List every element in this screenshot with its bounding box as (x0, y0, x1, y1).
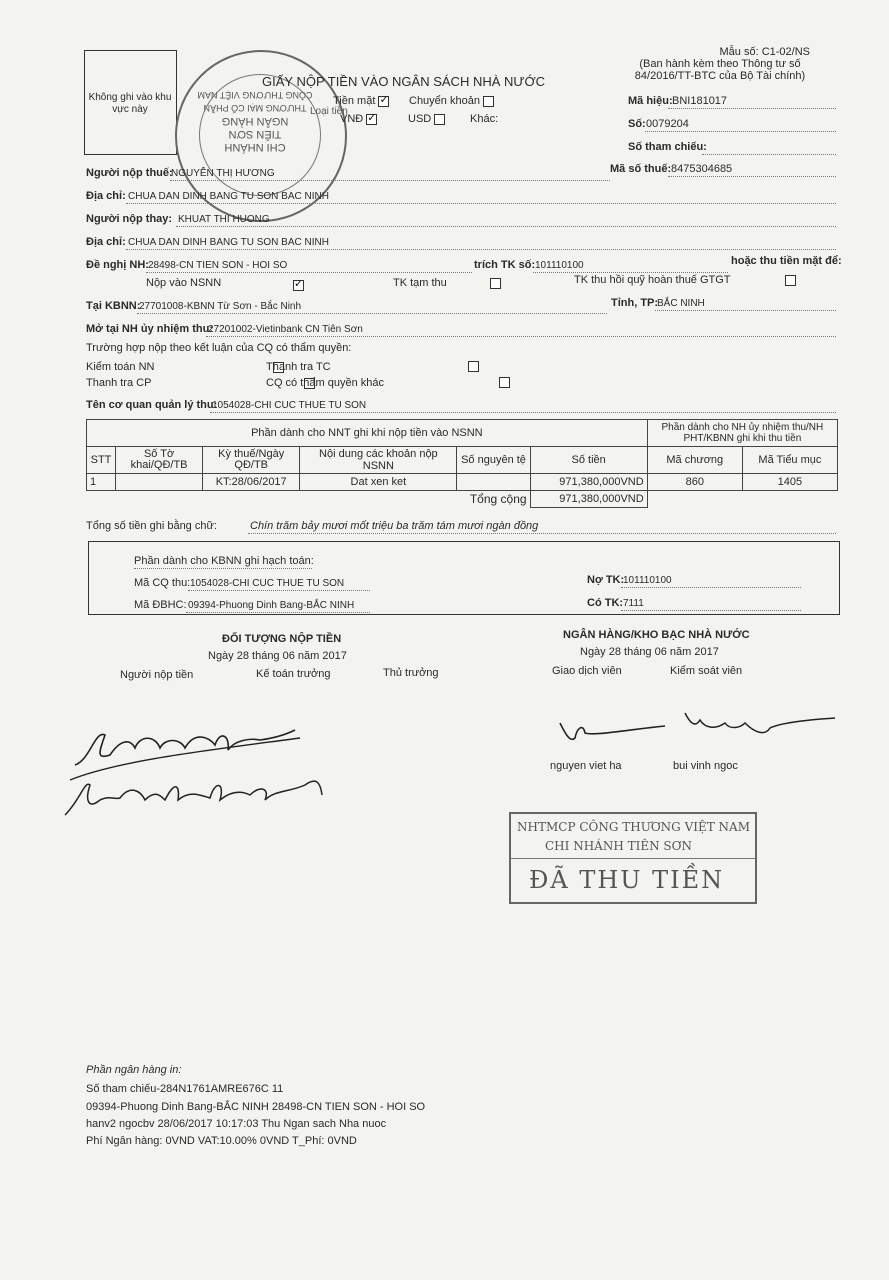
mo-tai-nh-label: Mở tại NH ủy nhiệm thu: (86, 323, 213, 335)
tai-kbnn: 27701008-KBNN Từ Sơn - Bắc Ninh (139, 301, 302, 312)
dia-chi2: CHUA DAN DINH BANG TU SON BAC NINH (128, 237, 329, 248)
cq-khac: CQ có thẩm quyền khác (266, 377, 385, 389)
currency-other: Khác: (470, 113, 499, 125)
dia-chi2-label: Địa chỉ: (86, 236, 126, 248)
currency-vnd: VNĐ ✓ (340, 113, 377, 125)
ma-so-thue: 8475304685 (671, 163, 733, 175)
bank-part-line1: Số tham chiếu-284N1761AMRE676C 11 (86, 1083, 284, 1095)
tinh-tp-label: Tỉnh, TP: (611, 297, 659, 309)
ma-cq-thu-label: Mã CQ thu: (134, 577, 191, 589)
table-section-nh: Phần dành cho NH ủy nhiệm thu/NH PHT/KBNN ghi khi thu tiền (647, 420, 837, 447)
payment-type-cash: Tiền mặt ✓ (333, 95, 389, 107)
co-tk-label: Có TK: (587, 597, 624, 609)
nguoi-nop-thay-label: Người nộp thay: (86, 213, 173, 225)
nguoi-nop-tien: Người nộp tiền (120, 669, 194, 681)
hoac-thu: hoặc thu tiền mặt để: (731, 255, 842, 267)
left-sign-heading: ĐỐI TƯỢNG NỘP TIỀN (222, 633, 342, 645)
tk-tam-thu: TK tạm thu (393, 277, 447, 289)
ma-so-thue-label: Mã số thuế: (610, 163, 672, 175)
bank-part-line4: Phí Ngân hàng: 0VND VAT:10.00% 0VND T_Phí: 0VND (86, 1135, 357, 1147)
vnd-checkbox[interactable] (366, 114, 377, 125)
tk-tam-thu-checkbox[interactable] (490, 278, 501, 289)
table-section-nnt: Phần dành cho NNT ghi khi nộp tiền vào NSNN (87, 420, 648, 447)
thanh-tra-cp: Thanh tra CP (86, 377, 152, 389)
currency-usd: USD (408, 113, 445, 125)
tai-kbnn-label: Tại KBNN: (86, 300, 141, 312)
kiem-soat-vien: Kiểm soát viên (670, 665, 743, 677)
thanh-tra-tc-checkbox[interactable] (468, 361, 479, 372)
paid-stamp: NHTMCP CÔNG THƯƠNG VIỆT NAM CHI NHÁNH TIÊN SƠN ĐÃ THU TIỀN (509, 812, 757, 904)
no-tk: 101110100 (623, 575, 672, 586)
page-title: GIẤY NỘP TIỀN VÀO NGÂN SÁCH NHÀ NƯỚC (262, 74, 546, 89)
usd-checkbox[interactable] (434, 114, 445, 125)
co-tk: 7111 (623, 598, 644, 609)
nguoi-nop-thue-label: Người nộp thuế: (86, 167, 173, 179)
ma-hieu-label: Mã hiệu: (628, 95, 673, 107)
form-code: Mẫu số: C1-02/NS (Ban hành kèm theo Thông tư số 84/2016/TT-BTC của Bộ Tài chính) (634, 46, 810, 82)
nguoi-nop-thue: NGUYỄN THỊ HƯƠNG (171, 168, 275, 179)
so: 0079204 (646, 118, 689, 130)
nguoi-nop-thay: KHUAT THI HUONG (178, 214, 270, 225)
thanh-tra-tc: Thanh tra TC (266, 361, 331, 373)
payment-table (86, 419, 838, 508)
right-sign-heading: NGÂN HÀNG/KHO BẠC NHÀ NƯỚC (563, 629, 750, 641)
giao-dich-vien: Giao dịch viên (552, 665, 622, 677)
payment-type-transfer: Chuyển khoản (409, 95, 494, 107)
ten-cq: 1054028-CHI CUC THUE TU SON (212, 400, 367, 411)
payer-signature-icon (60, 700, 360, 830)
dia-chi-label: Địa chỉ: (86, 190, 126, 202)
so-label: Số: (628, 118, 646, 130)
bank-part-line2: 09394-Phuong Dinh Bang-BẮC NINH 28498-CN TIEN SON - HOI SO (86, 1101, 426, 1113)
ma-cq-thu: 1054028-CHI CUC THUE TU SON (190, 578, 345, 589)
trich-tk: 101110100 (535, 260, 584, 271)
thu-truong: Thủ trưởng (383, 667, 439, 679)
cq-khac-checkbox[interactable] (499, 377, 510, 388)
ten-cq-label: Tên cơ quan quản lý thu: (86, 399, 218, 411)
no-tk-label: Nợ TK: (587, 574, 625, 586)
tinh-tp: BẮC NINH (657, 298, 705, 309)
ma-dbhc: 09394-Phuong Dinh Bang-BẮC NINH (188, 600, 355, 611)
de-nghi: 28498-CN TIEN SON - HOI SO (148, 260, 288, 271)
ma-hieu: BNI181017 (672, 95, 728, 107)
transfer-checkbox[interactable] (483, 96, 494, 107)
ke-toan-truong: Kế toán trưởng (256, 668, 331, 680)
amount-words-label: Tổng số tiền ghi bằng chữ: (86, 520, 217, 532)
right-sign-date: Ngày 28 tháng 06 năm 2017 (580, 646, 719, 658)
no-write-box-text: Không ghi vào khu vực này (88, 92, 172, 115)
nop-vao-nsnn: Nộp vào NSNN (146, 277, 222, 289)
nop-vao-nsnn-checkbox[interactable] (293, 280, 304, 291)
dia-chi: CHUA DAN DINH BANG TU SON BAC NINH (128, 191, 329, 202)
tk-thu-hoi: TK thu hồi quỹ hoàn thuế GTGT (574, 274, 731, 286)
teller-signature-icon (555, 708, 845, 758)
mo-tai-nh: 27201002-Vietinbank CN Tiên Sơn (208, 324, 363, 335)
ma-dbhc-label: Mã ĐBHC: (134, 599, 187, 611)
cash-checkbox[interactable] (378, 96, 389, 107)
trich-tk-label: trích TK số: (474, 259, 536, 271)
ksv-name: bui vinh ngoc (673, 760, 738, 772)
round-seal-text: CHI NHÁNH TIÊN SƠN NGÂN HÀNG THƯƠNG MẠI CỔ PHẦN CÔNG THƯƠNG VIỆT NAM (197, 90, 313, 153)
de-nghi-label: Đề nghị NH: (86, 259, 149, 271)
bank-part-heading: Phần ngân hàng in: (86, 1064, 182, 1076)
so-tham-chieu-label: Số tham chiếu: (628, 141, 707, 153)
gdv-name: nguyen viet ha (550, 760, 622, 772)
currency-label: Loại tiền (310, 106, 348, 117)
table-header-row: STT Số Tờ khai/QĐ/TB Kỳ thuế/Ngày QĐ/TB Nội dung các khoản nộp NSNN Số nguyên tệ Số tiền Mã chương Mã Tiểu mục (87, 447, 838, 474)
table-row: 1 KT:28/06/2017 Dat xen ket 971,380,000VND 860 1405 (87, 474, 838, 491)
tk-thu-hoi-checkbox[interactable] (785, 275, 796, 286)
kiem-toan-nn: Kiểm toán NN (86, 361, 155, 373)
table-total-row: Tổng cộng 971,380,000VND (87, 491, 838, 508)
amount-words: Chín trăm bảy mươi mốt triệu ba trăm tám mươi ngàn đồng (250, 520, 539, 532)
kbnn-heading: Phần dành cho KBNN ghi hạch toán: (134, 555, 314, 567)
bank-part-line3: hanv2 ngocbv 28/06/2017 10:17:03 Thu Ngan sach Nha nuoc (86, 1118, 387, 1130)
left-sign-date: Ngày 28 tháng 06 năm 2017 (208, 650, 347, 662)
truong-hop: Trường hợp nộp theo kết luận của CQ có thẩm quyền: (86, 342, 352, 354)
